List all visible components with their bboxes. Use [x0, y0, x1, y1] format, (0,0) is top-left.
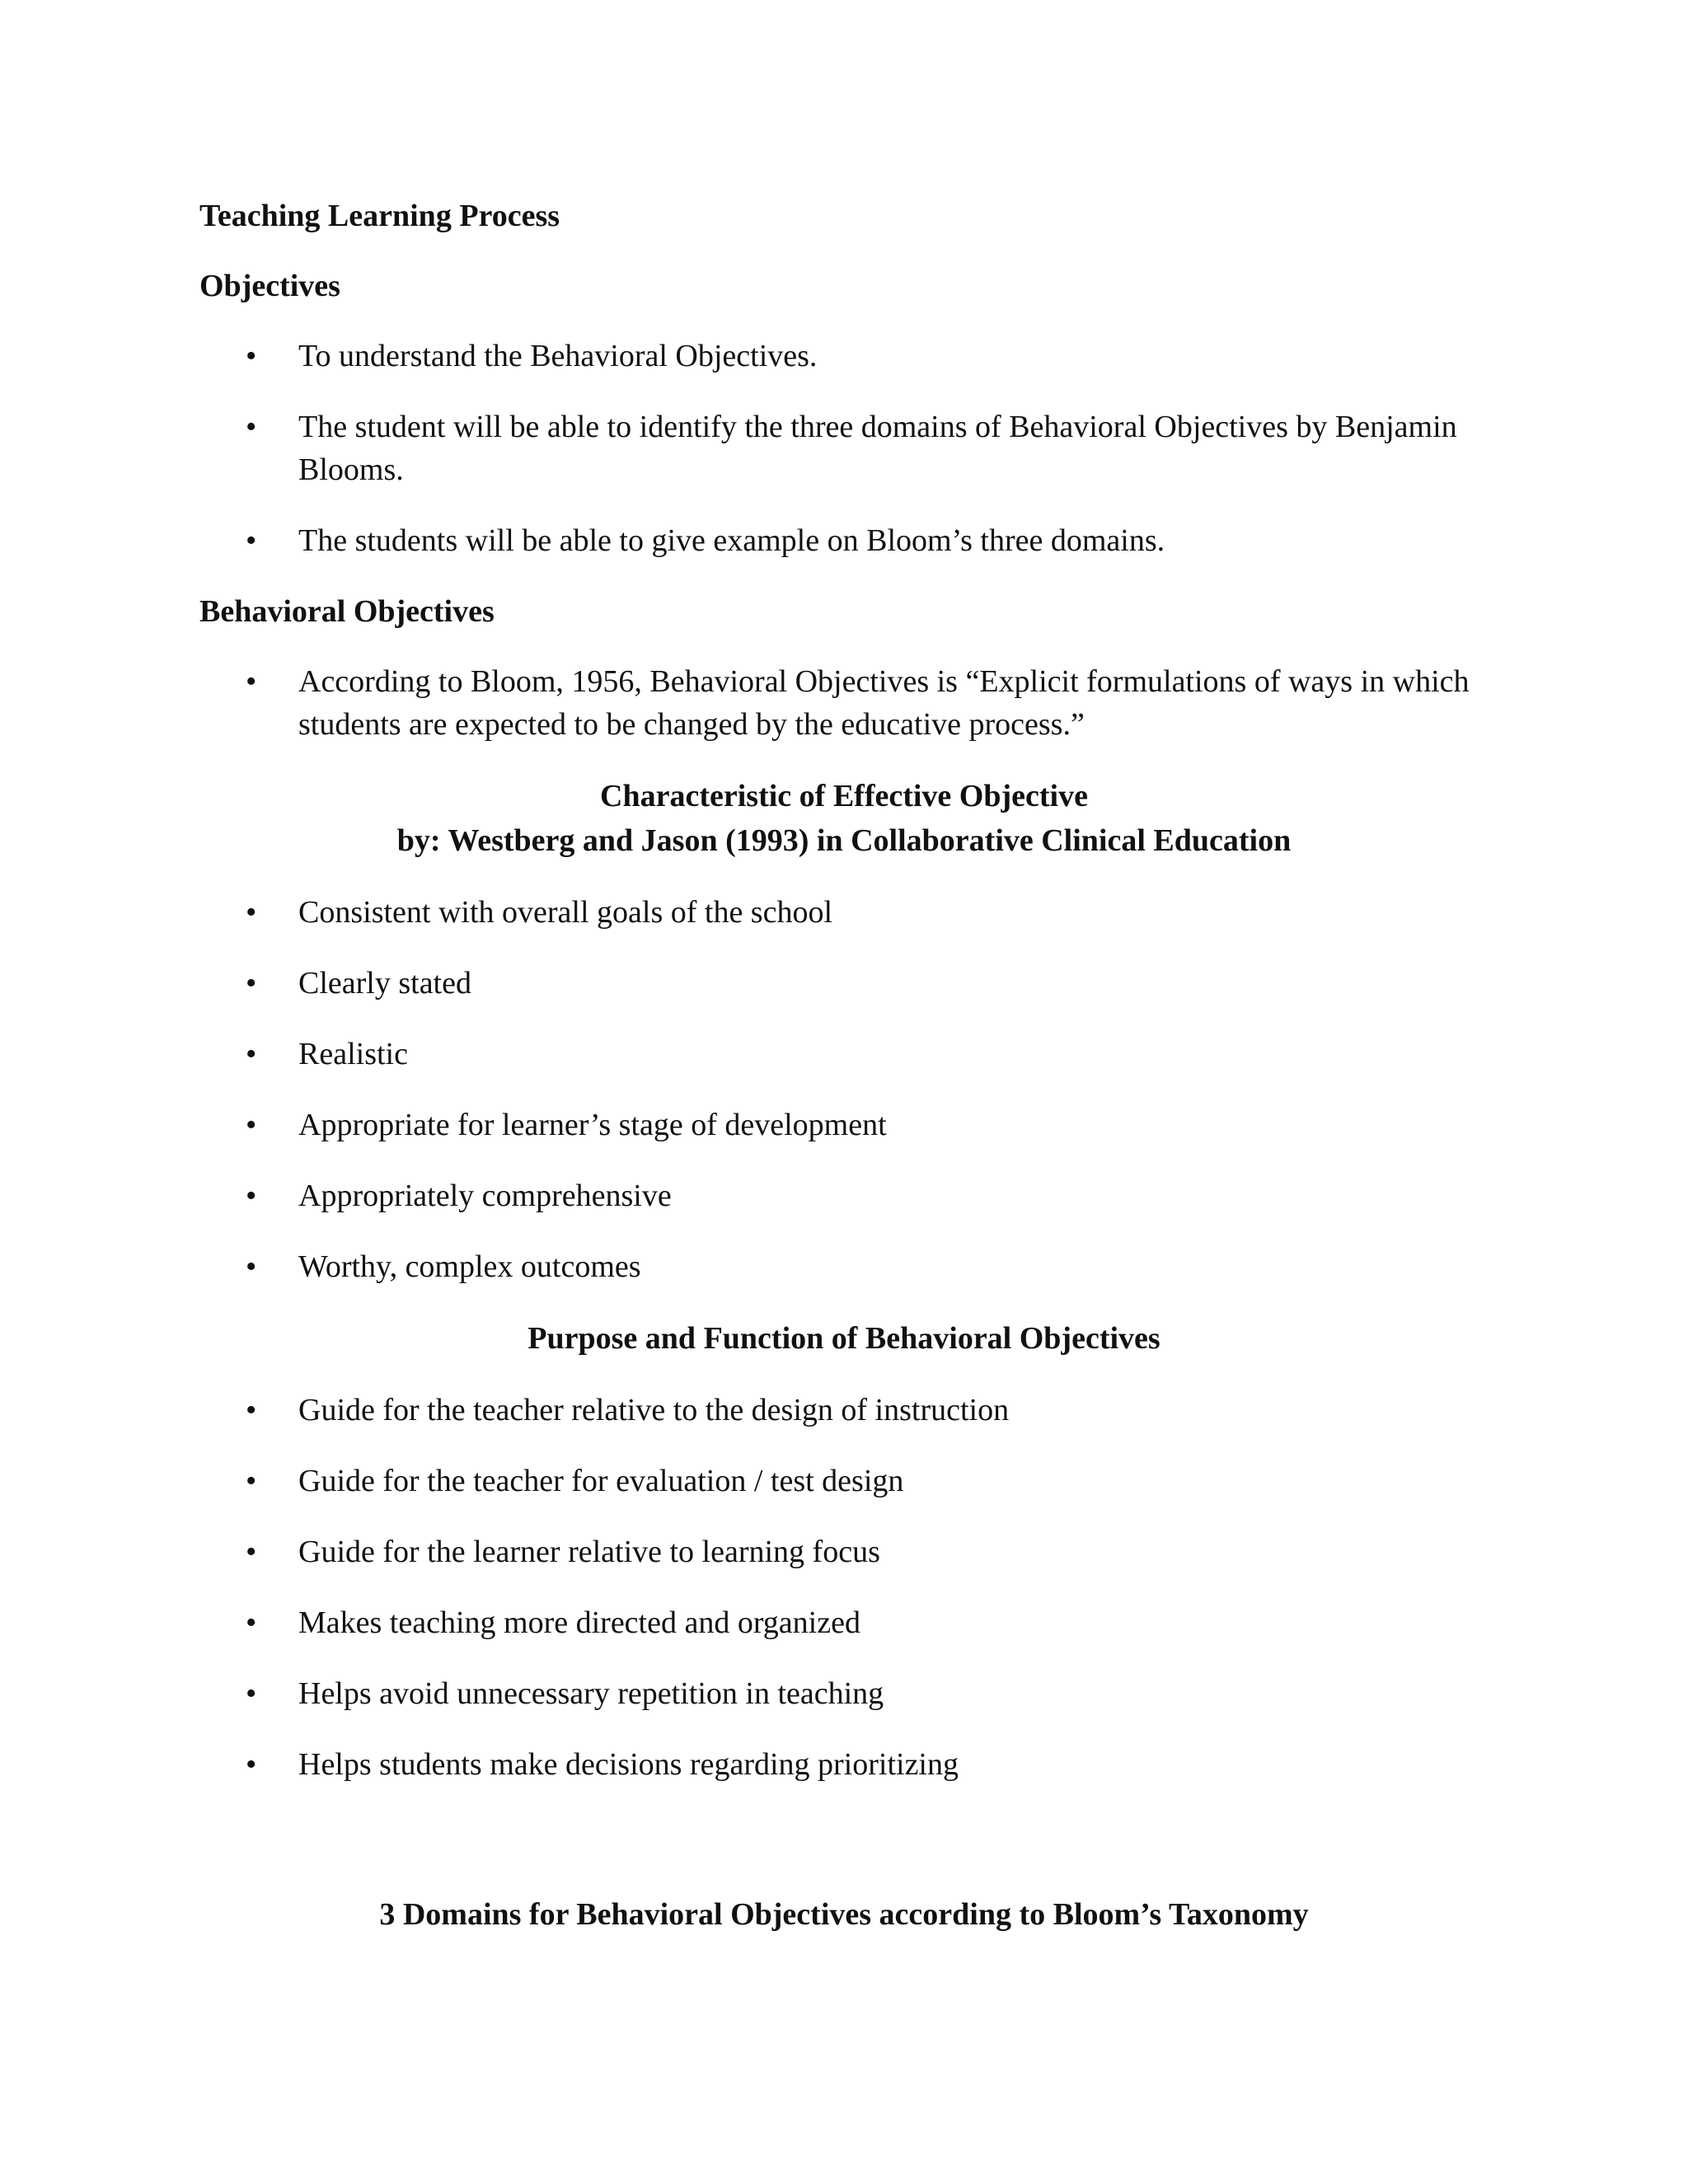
behavioral-heading: Behavioral Objectives [199, 594, 495, 629]
characteristics-heading-line2: by: Westberg and Jason (1993) in Collaborative Clinical Education [396, 823, 1292, 858]
list-item [199, 1389, 1489, 1432]
bullet-glyph: • [246, 1535, 257, 1569]
characteristics-heading-line1: Characteristic of Effective Objective [600, 779, 1088, 813]
list-item-text: Helps students make decisions regarding prioritizing [298, 1747, 959, 1782]
list-item-text: Appropriate for learner’s stage of development [298, 1108, 887, 1142]
list-item [199, 1672, 1489, 1715]
list-item [199, 1104, 1489, 1146]
list-item-text: The student will be able to identify the three domains of Behavioral Objectives by Benjamin Blooms. [298, 410, 1457, 487]
behavioral-list [199, 660, 1489, 746]
list-item-text: Realistic [298, 1037, 408, 1071]
bullet-glyph: • [246, 1747, 257, 1782]
list-item [199, 1245, 1489, 1288]
list-item-text: Helps avoid unnecessary repetition in teaching [298, 1676, 884, 1711]
list-item [199, 335, 1489, 377]
characteristics-list [199, 891, 1489, 1288]
domains-heading: 3 Domains for Behavioral Objectives according to Bloom’s Taxonomy [379, 1897, 1309, 1932]
bullet-glyph: • [246, 1108, 257, 1142]
list-item-text: According to Bloom, 1956, Behavioral Objectives is “Explicit formulations of ways in which students are expected to be changed by the educative process.” [298, 664, 1470, 742]
list-item [199, 519, 1489, 562]
list-item [199, 405, 1489, 491]
document-title: Teaching Learning Process [199, 199, 560, 233]
section-spacer [199, 1814, 1489, 1892]
bullet-glyph: • [246, 1393, 257, 1427]
list-item [199, 962, 1489, 1005]
list-item [199, 1530, 1489, 1573]
list-item [199, 660, 1489, 746]
list-item-text: Appropriately comprehensive [298, 1179, 672, 1213]
bullet-glyph: • [246, 523, 257, 558]
bullet-glyph: • [246, 966, 257, 1001]
bullet-glyph: • [246, 1676, 257, 1711]
bullet-glyph: • [246, 1037, 257, 1071]
list-item-text: Makes teaching more directed and organized [298, 1605, 860, 1640]
list-item [199, 1174, 1489, 1217]
list-item [199, 891, 1489, 934]
bullet-glyph: • [246, 410, 257, 444]
list-item-text: Guide for the learner relative to learning focus [298, 1535, 880, 1569]
characteristics-heading [199, 774, 1489, 863]
list-item-text: Consistent with overall goals of the school [298, 895, 833, 930]
list-item-text: Guide for the teacher for evaluation / test design [298, 1464, 904, 1498]
bullet-glyph: • [246, 1605, 257, 1640]
purpose-heading: Purpose and Function of Behavioral Objectives [528, 1321, 1160, 1356]
list-item-text: Worthy, complex outcomes [298, 1249, 641, 1284]
list-item [199, 1743, 1489, 1786]
bullet-glyph: • [246, 895, 257, 930]
bullet-glyph: • [246, 1179, 257, 1213]
list-item-text: Guide for the teacher relative to the design of instruction [298, 1393, 1010, 1427]
bullet-glyph: • [246, 664, 257, 699]
objectives-heading: Objectives [199, 269, 340, 303]
list-item [199, 1460, 1489, 1502]
objectives-list [199, 335, 1489, 562]
list-item-text: The students will be able to give example on Bloom’s three domains. [298, 523, 1165, 558]
bullet-glyph: • [246, 339, 257, 373]
purpose-list [199, 1389, 1489, 1786]
bullet-glyph: • [246, 1249, 257, 1284]
list-item-text: To understand the Behavioral Objectives. [298, 339, 818, 373]
list-item [199, 1033, 1489, 1076]
list-item [199, 1601, 1489, 1644]
bullet-glyph: • [246, 1464, 257, 1498]
list-item-text: Clearly stated [298, 966, 471, 1001]
